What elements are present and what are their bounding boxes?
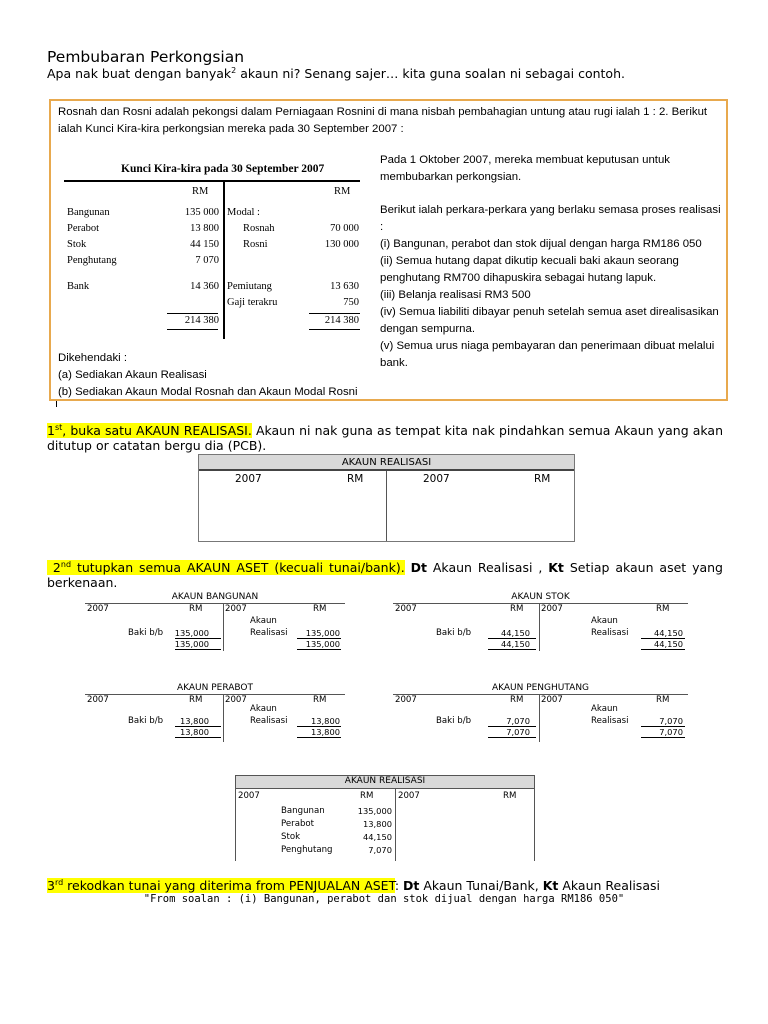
col-2007-cr: 2007 [541, 604, 563, 614]
realisasi-row-label: Perabot [281, 819, 315, 829]
cr-total: 135,000 [305, 639, 340, 649]
col-rm-cr: RM [656, 604, 670, 614]
rm-heading-left: RM [192, 186, 209, 197]
akaun-realisasi-filled [235, 775, 535, 861]
asset-account [393, 682, 688, 742]
dr-label: Baki b/b [436, 716, 472, 726]
col-rm-cr: RM [313, 604, 327, 614]
question-events: Pada 1 Oktober 2007, mereka membuat keputusan untuk membubarkan perkongsian. Berikut ialah perkara-perkara yang berlaku semasa proses realisasi : (i) Bangunan, perabot dan stok dijual dengan harga RM186 050 (ii) Semua hutang dapat dikutip kecuali baki akaun seorang penghutang RM700 dihapuskira sebagai hutang lapuk. (iii) Belanja realisasi RM3 500 (iv) Semua liabiliti dibayar penuh setelah semua aset direalisasikan dengan sempurna. (v) Semua urus niaga pembayaran dan penerimaan dibuat melalui bank. [380, 154, 721, 369]
intro-text: Apa nak buat dengan banyak$^2$ akaun ni? Senang sajer… kita guna soalan ni sebagai contoh. [47, 65, 625, 81]
bs-left-label: Stok [67, 239, 87, 250]
cr-amount: 7,070 [659, 716, 683, 726]
col-2007-cr: 2007 [541, 695, 563, 705]
col-2007-dr: 2007 [87, 695, 109, 705]
bs-right-label: Rosnah [243, 223, 275, 234]
bs-right-label: Modal : [227, 207, 260, 218]
total-dbl-left [167, 329, 218, 330]
col-rm-dr: RM [189, 604, 203, 614]
col-2007-dr: 2007 [395, 604, 417, 614]
cr-label-realisasi: Realisasi [591, 716, 629, 726]
col-rm-cr: RM [313, 695, 327, 705]
realisasi-row-amount: 7,070 [368, 845, 392, 855]
bs-left-amount: 44 150 [190, 239, 219, 250]
col-2007-dr: 2007 [395, 695, 417, 705]
total-line-right [309, 313, 360, 314]
asset-account-title: AKAUN STOK [393, 591, 688, 604]
col-rm-dr: RM [510, 695, 524, 705]
bs-left-amount: 13 800 [190, 223, 219, 234]
cr-amount: 135,000 [305, 628, 340, 638]
col-2007-dr: 2007 [235, 473, 262, 485]
total-left: 214 380 [184, 315, 219, 326]
asset-account-title: AKAUN BANGUNAN [85, 591, 345, 604]
bs-right-amount: 70 000 [330, 223, 359, 234]
col-2007-cr: 2007 [398, 791, 420, 801]
bs-left-amount: 135 000 [184, 207, 219, 218]
page-title: Pembubaran Perkongsian [47, 48, 245, 66]
asset-account [85, 682, 345, 742]
cr-total: 13,800 [310, 727, 340, 737]
bs-right-amount: 130 000 [324, 239, 359, 250]
bs-left-amount: 14 360 [190, 281, 219, 292]
dr-amount: 135,000 [174, 628, 209, 638]
cr-label-akaun: Akaun [250, 616, 277, 626]
akaun-realisasi-empty [198, 454, 575, 542]
cr-label-akaun: Akaun [250, 704, 277, 714]
bs-right-label: Gaji terakru [227, 297, 278, 308]
bs-right-label: Rosni [243, 239, 268, 250]
balance-sheet-top-rule [64, 180, 360, 182]
col-2007-cr: 2007 [423, 473, 450, 485]
balance-sheet-divider [223, 180, 225, 339]
cr-label-realisasi: Realisasi [250, 716, 288, 726]
cr-amount: 44,150 [653, 628, 683, 638]
akaun-realisasi-empty-title: AKAUN REALISASI [199, 455, 574, 471]
dr-total: 7,070 [506, 727, 530, 737]
step-1: 1st, buka satu AKAUN REALISASI. Akaun ni nak guna as tempat kita nak pindahkan semua Akaun yang akan ditutup or catatan bergu dia (PCB). [47, 422, 724, 453]
col-rm-dr: RM [510, 604, 524, 614]
cr-label-realisasi: Realisasi [250, 628, 288, 638]
realisasi-row-label: Stok [281, 832, 301, 842]
dr-total: 135,000 [174, 639, 209, 649]
dr-label: Baki b/b [128, 628, 164, 638]
dr-amount: 7,070 [506, 716, 530, 726]
dr-total: 44,150 [500, 639, 530, 649]
col-rm-cr: RM [656, 695, 670, 705]
asset-account-title: AKAUN PERABOT [85, 682, 345, 695]
cr-label-akaun: Akaun [591, 704, 618, 714]
col-rm-cr: RM [503, 791, 517, 801]
question-box [49, 99, 728, 401]
realisasi-row-amount: 13,800 [362, 819, 392, 829]
question-required: Dikehendaki : (a) Sediakan Akaun Realisasi (b) Sediakan Akaun Modal Rosnah dan Akaun Modal Rosni [58, 352, 358, 398]
tick-mark [56, 401, 57, 407]
cr-amount: 13,800 [310, 716, 340, 726]
bs-left-label: Penghutang [67, 255, 117, 266]
dr-amount: 13,800 [179, 716, 209, 726]
asset-account [393, 591, 688, 651]
question-statement: Rosnah dan Rosni adalah pekongsi dalam Perniagaan Rosnini di mana nisbah pembahagian untung atau rugi ialah 1 : 2. Berikut ialah Kunci Kira-kira perkongsian mereka pada 30 September 2007 : [58, 106, 708, 135]
realisasi-row-amount: 44,150 [362, 832, 392, 842]
akaun-realisasi-divider [386, 471, 387, 541]
dr-total: 13,800 [179, 727, 209, 737]
bs-right-label: Pemiutang [227, 281, 272, 292]
col-2007-dr: 2007 [238, 791, 260, 801]
bs-left-label: Bangunan [67, 207, 110, 218]
total-dbl-right [309, 329, 360, 330]
dr-label: Baki b/b [128, 716, 164, 726]
col-rm-dr: RM [189, 695, 203, 705]
bs-left-label: Bank [67, 281, 90, 292]
step-3: 3rd rekodkan tunai yang diterima from PENJUALAN ASET: Dt Akaun Tunai/Bank, Kt Akaun Realisasi [47, 877, 660, 893]
asset-account [85, 591, 345, 651]
balance-sheet-title: Kunci Kira-kira pada 30 September 2007 [121, 163, 325, 175]
bs-right-amount: 750 [343, 297, 359, 308]
rm-heading-right: RM [334, 186, 351, 197]
bs-left-amount: 7 070 [195, 255, 219, 266]
asset-account-title: AKAUN PENGHUTANG [393, 682, 688, 695]
col-2007-cr: 2007 [225, 604, 247, 614]
dr-amount: 44,150 [500, 628, 530, 638]
akaun-realisasi-filled-title: AKAUN REALISASI [235, 775, 535, 789]
col-2007-cr: 2007 [225, 695, 247, 705]
dr-label: Baki b/b [436, 628, 472, 638]
step-2: 2nd tutupkan semua AKAUN ASET (kecuali tunai/bank). Dt Akaun Realisasi , Kt Setiap akaun aset yang berkenaan. [47, 559, 723, 590]
cr-label-akaun: Akaun [591, 616, 618, 626]
cr-label-realisasi: Realisasi [591, 628, 629, 638]
total-line-left [167, 313, 218, 314]
col-rm-dr: RM [347, 473, 364, 485]
bs-right-amount: 13 630 [330, 281, 359, 292]
realisasi-row-label: Bangunan [281, 806, 325, 816]
realisasi-row-label: Penghutang [281, 845, 333, 855]
realisasi-row-amount: 135,000 [357, 806, 392, 816]
quote-text: "From soalan : (i) Bangunan, perabot dan stok dijual dengan harga RM186 050" [143, 893, 625, 905]
cr-total: 44,150 [653, 639, 683, 649]
col-2007-dr: 2007 [87, 604, 109, 614]
total-right: 214 380 [324, 315, 359, 326]
col-rm-cr: RM [534, 473, 551, 485]
col-rm-dr: RM [360, 791, 374, 801]
cr-total: 7,070 [659, 727, 683, 737]
bs-left-label: Perabot [67, 223, 100, 234]
